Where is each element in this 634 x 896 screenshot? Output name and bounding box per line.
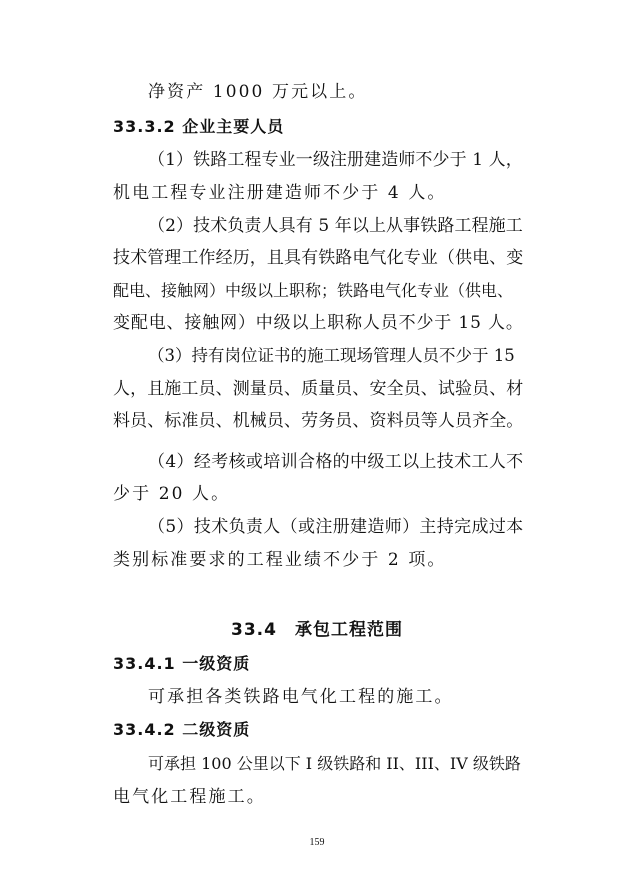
item2-line3: 配电、接触网）中级以上职称；铁路电气化专业（供电、: [113, 281, 514, 300]
item5-line2: 类别标准要求的工程业绩不少于 2 项。: [113, 550, 447, 570]
item5-line1: （5）技术负责人（或注册建造师）主持完成过本: [148, 517, 524, 537]
item1-line2: 机电工程专业注册建造师不少于 4 人。: [113, 183, 447, 203]
scope2-line2: 电气化工程施工。: [113, 787, 266, 807]
page-number: 159: [309, 837, 325, 848]
item3-line3: 料员、标准员、机械员、劳务员、资料员等人员齐全。: [113, 411, 524, 431]
net-assets-line: 净资产 1000 万元以上。: [148, 82, 368, 102]
item1-line1: （1）铁路工程专业一级注册建造师不少于 1 人，: [148, 150, 523, 170]
heading-33-3-2: 33.3.2 企业主要人员: [113, 117, 285, 136]
item2-line1: （2）技术负责人具有 5 年以上从事铁路工程施工: [148, 216, 523, 236]
item4-line1: （4）经考核或培训合格的中级工以上技术工人不: [148, 452, 524, 472]
item2-line4: 变配电、接触网）中级以上职称人员不少于 15 人。: [113, 313, 524, 333]
item2-line2: 技术管理工作经历，且具有铁路电气化专业（供电、变: [113, 248, 524, 268]
item4-line2: 少于 20 人。: [113, 484, 231, 504]
scope1-line: 可承担各类铁路电气化工程的施工。: [148, 687, 454, 707]
item3-line2: 人，且施工员、测量员、质量员、安全员、试验员、材: [113, 379, 524, 399]
heading-33-4-2: 33.4.2 二级资质: [113, 720, 251, 739]
section-title-33-4: 33.4 承包工程范围: [231, 620, 403, 640]
item3-line1: （3）持有岗位证书的施工现场管理人员不少于 15: [148, 346, 515, 365]
heading-33-4-1: 33.4.1 一级资质: [113, 654, 251, 673]
scope2-line1: 可承担 100 公里以下 I 级铁路和 II、III、IV 级铁路: [148, 754, 521, 773]
